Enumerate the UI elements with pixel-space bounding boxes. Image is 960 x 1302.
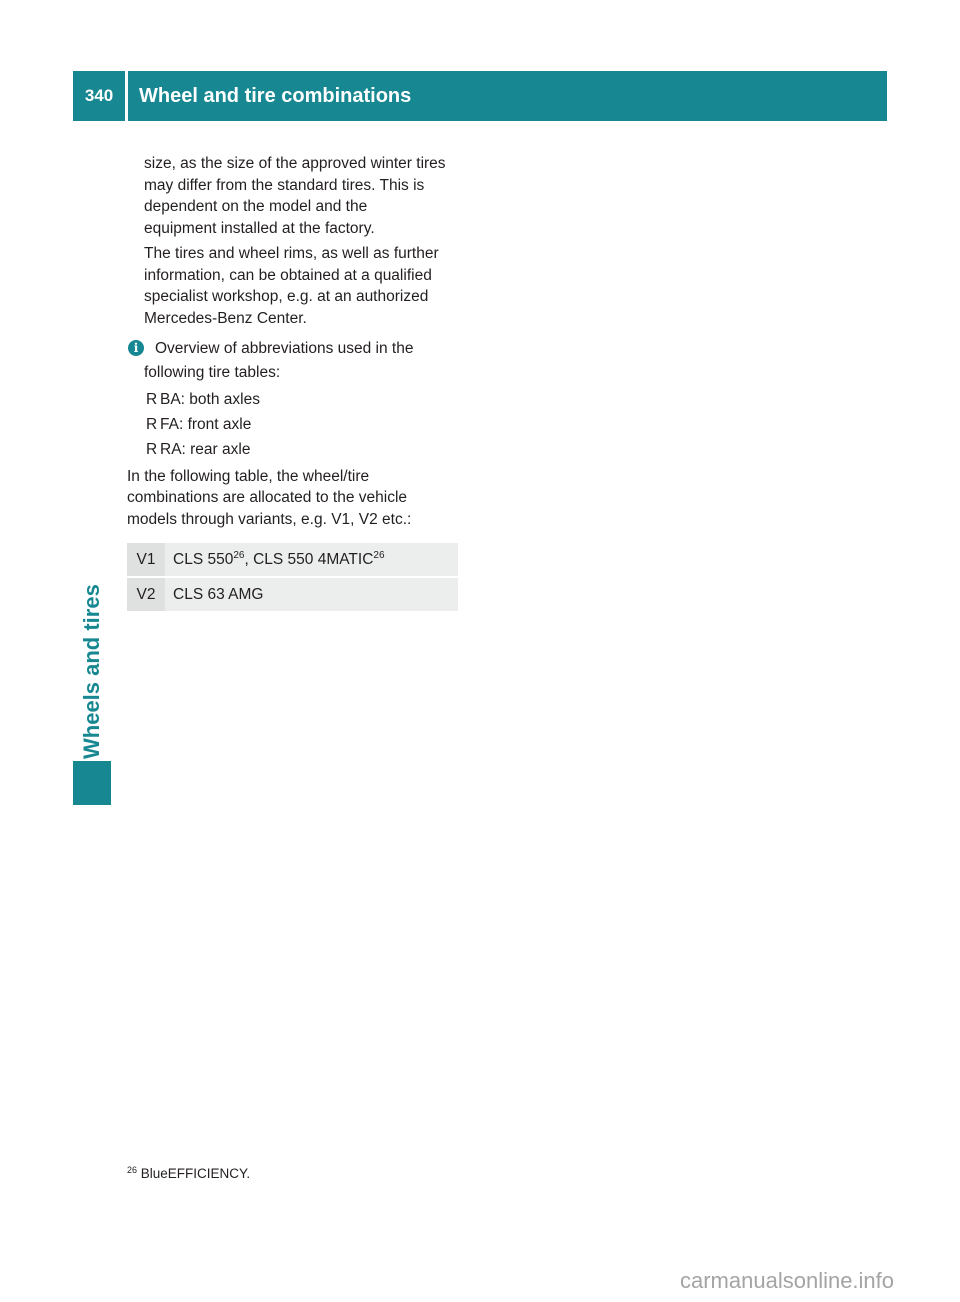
- body-line: Mercedes-Benz Center.: [144, 309, 307, 327]
- footnote-number: 26: [127, 1165, 138, 1175]
- variant-models: [165, 543, 458, 577]
- table-row: [127, 543, 458, 577]
- header-divider: [125, 71, 128, 121]
- list-item-text: RA: rear axle: [160, 441, 251, 458]
- side-tab-block: [73, 761, 111, 805]
- variant-models: [165, 577, 458, 611]
- body-line: The tires and wheel rims, as well as further: [144, 245, 439, 262]
- footnote-text: BlueEFFICIENCY.: [140, 1166, 251, 1181]
- bullet-icon: R: [146, 416, 158, 433]
- variants-table: [127, 543, 458, 611]
- body-line: dependent on the model and the: [144, 198, 368, 215]
- footnote: [127, 1166, 250, 1181]
- body-line: size, as the size of the approved winter tires: [144, 155, 446, 172]
- footnote-ref: 26: [373, 549, 385, 561]
- section-title: Wheel and tire combinations: [139, 85, 412, 107]
- watermark: carmanualsonline.info: [680, 1268, 895, 1293]
- info-icon: i: [128, 340, 144, 356]
- variant-code: V1: [127, 543, 165, 577]
- body-line: equipment installed at the factory.: [144, 219, 375, 237]
- model-name: CLS 550 4MATIC: [253, 550, 374, 568]
- info-note-text: Overview of abbreviations used in the: [155, 340, 414, 357]
- separator: ,: [244, 550, 254, 568]
- list-item: [144, 414, 462, 436]
- info-note: [127, 338, 462, 360]
- body-line: information, can be obtained at a qualified: [144, 266, 432, 284]
- table-row: [127, 577, 458, 611]
- bullet-icon: R: [146, 391, 158, 408]
- info-note-text: following tire tables:: [144, 363, 281, 381]
- side-tab-label: [73, 121, 111, 761]
- footnote-ref: 26: [233, 549, 245, 561]
- list-item: [144, 389, 462, 411]
- body-line: combinations are allocated to the vehicle: [127, 489, 408, 506]
- bullet-icon: R: [146, 441, 158, 458]
- list-item-text: FA: front axle: [160, 416, 252, 433]
- list-item: [144, 439, 462, 461]
- side-tab: [73, 121, 111, 761]
- page-number: 340: [84, 86, 114, 105]
- body-line: may differ from the standard tires. This is: [144, 176, 425, 194]
- main-content: [127, 153, 462, 530]
- variant-code: V2: [127, 577, 165, 611]
- model-name: CLS 550: [173, 550, 234, 568]
- list-item-text: BA: both axles: [160, 391, 260, 408]
- page-header: [73, 71, 887, 121]
- side-tab-text: Wheels and tires: [79, 584, 104, 759]
- model-name: CLS 63 AMG: [173, 585, 264, 603]
- abbreviation-list: [127, 389, 462, 461]
- body-line: models through variants, e.g. V1, V2 etc.:: [127, 510, 412, 528]
- body-line: specialist workshop, e.g. at an authorized: [144, 288, 429, 305]
- body-line: In the following table, the wheel/tire: [127, 467, 370, 485]
